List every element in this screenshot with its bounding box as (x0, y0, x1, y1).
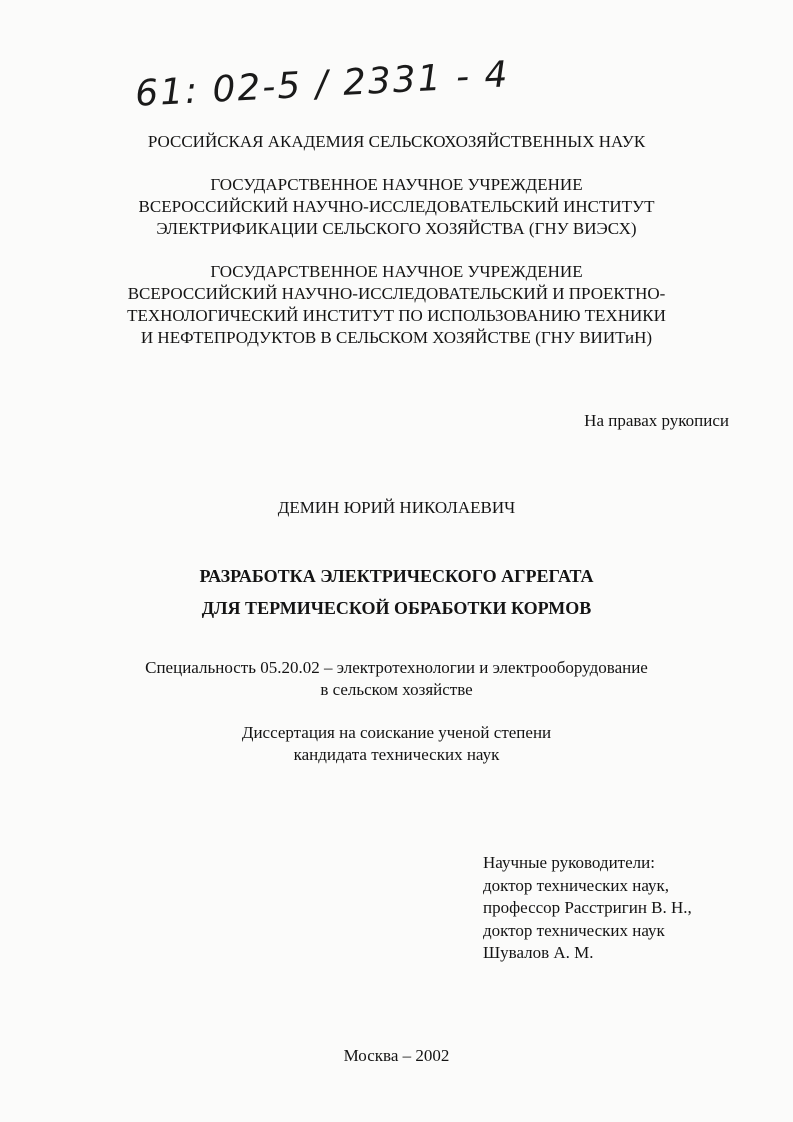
manuscript-note: На правах рукописи (584, 411, 729, 430)
supervisor-line: доктор технических наук (483, 920, 665, 940)
institution-1-line: ВСЕРОССИЙСКИЙ НАУЧНО-ИССЛЕДОВАТЕЛЬСКИЙ ИНСТИТУТ (138, 197, 655, 216)
author-name: ДЕМИН ЮРИЙ НИКОЛАЕВИЧ (277, 498, 516, 517)
degree-line: Диссертация на соискание ученой степени (241, 723, 552, 742)
city-year-block (0, 1045, 793, 1067)
handwritten-catalog-code: 61: 02-5 / 2331 - 4 (134, 54, 511, 115)
institution-1-line: ГОСУДАРСТВЕННОЕ НАУЧНОЕ УЧРЕЖДЕНИЕ (210, 175, 583, 194)
institution-block-1 (0, 174, 793, 240)
supervisors-heading: Научные руководители: (483, 853, 655, 872)
institution-1-line: ЭЛЕКТРИФИКАЦИИ СЕЛЬСКОГО ХОЗЯЙСТВА (ГНУ ВИЭСХ) (156, 219, 637, 238)
degree-block (0, 722, 793, 766)
supervisor-line: доктор технических наук, (483, 875, 670, 895)
author-block (0, 497, 793, 519)
institution-2-line: ГОСУДАРСТВЕННОЕ НАУЧНОЕ УЧРЕЖДЕНИЕ (210, 262, 583, 281)
thesis-title (0, 560, 793, 624)
institution-block-2 (0, 261, 793, 349)
city-year: Москва – 2002 (343, 1046, 450, 1065)
academy-name: РОССИЙСКАЯ АКАДЕМИЯ СЕЛЬСКОХОЗЯЙСТВЕННЫХ НАУК (147, 132, 646, 151)
title-line: РАЗРАБОТКА ЭЛЕКТРИЧЕСКОГО АГРЕГАТА (199, 566, 594, 586)
academy-header (0, 131, 793, 153)
specialty-line: Специальность 05.20.02 – электротехнологии и электрооборудование (145, 658, 648, 677)
supervisor-line: Шувалов А. М. (483, 943, 594, 962)
specialty-line: в сельском хозяйстве (320, 680, 473, 699)
title-line: ДЛЯ ТЕРМИЧЕСКОЙ ОБРАБОТКИ КОРМОВ (201, 598, 592, 618)
institution-2-line: И НЕФТЕПРОДУКТОВ В СЕЛЬСКОМ ХОЗЯЙСТВЕ (ГНУ ВИИТиН) (140, 328, 653, 347)
specialty-block (0, 657, 793, 701)
supervisors-block (483, 852, 692, 965)
institution-2-line: ТЕХНОЛОГИЧЕСКИЙ ИНСТИТУТ ПО ИСПОЛЬЗОВАНИЮ ТЕХНИКИ (127, 306, 666, 325)
degree-line: кандидата технических наук (293, 745, 500, 764)
supervisor-line: профессор Расстригин В. Н., (483, 898, 692, 917)
institution-2-line: ВСЕРОССИЙСКИЙ НАУЧНО-ИССЛЕДОВАТЕЛЬСКИЙ И ПРОЕКТНО- (127, 284, 666, 303)
